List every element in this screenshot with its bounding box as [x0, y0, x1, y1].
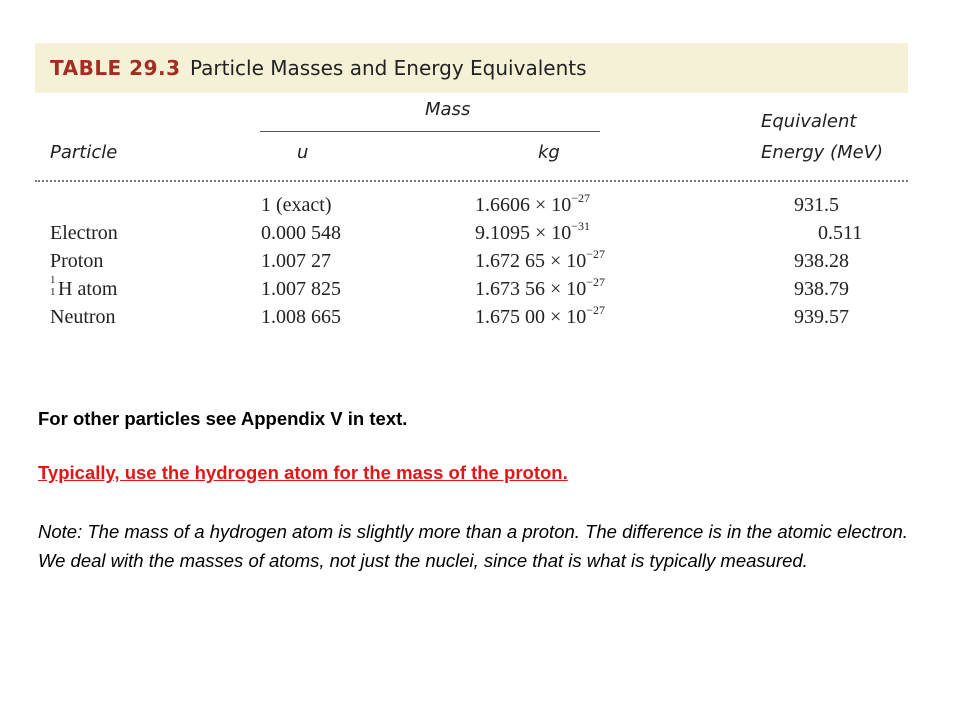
- row-neutron-particle: Neutron: [50, 306, 116, 328]
- particle-header: Particle: [50, 142, 118, 163]
- appendix-note: For other particles see Appendix V in text.: [38, 408, 408, 429]
- energy-header: Energy (MeV): [761, 142, 884, 163]
- row-hydrogen-energy: 938.79: [794, 278, 849, 300]
- row-unit-energy: 931.5: [794, 194, 839, 216]
- equivalent-header: Equivalent: [761, 111, 857, 132]
- row-hydrogen-particle: 1 1 H atom: [50, 274, 118, 300]
- row-neutron-energy: 939.57: [794, 306, 849, 328]
- row-unit-u: 1 (exact): [261, 194, 332, 216]
- mass-explanation: Note: The mass of a hydrogen atom is slightly more than a proton. The difference is in the atomic electron. We deal with the masses of atoms, not just the nuclei, since that is what is typically measured.: [38, 521, 908, 571]
- table-title: Particle Masses and Energy Equivalents: [190, 56, 587, 80]
- isotope-notation: 1 1: [50, 274, 56, 298]
- particle-table-image: [35, 43, 908, 338]
- row-hydrogen-u: 1.007 825: [261, 278, 341, 300]
- row-electron-kg: $9.1095 \times 10^{-31}$: [475, 219, 591, 244]
- row-hydrogen-kg: 1.673 $56 \times 10^{-27}$: [475, 275, 606, 300]
- row-neutron-u: 1.008 665: [261, 306, 341, 328]
- table-label: TABLE 29.3: [50, 56, 181, 80]
- u-header: u: [297, 142, 309, 163]
- header-divider: [35, 180, 908, 182]
- row-proton-particle: Proton: [50, 250, 104, 272]
- hydrogen-tip: Typically, use the hydrogen atom for the mass of the proton.: [38, 462, 568, 483]
- kg-header: kg: [538, 142, 560, 163]
- row-electron-u: 0.000 548: [261, 222, 341, 244]
- row-proton-u: 1.007 27: [261, 250, 331, 272]
- row-electron-energy: 0.511: [818, 222, 863, 244]
- row-electron-particle: Electron: [50, 222, 118, 244]
- row-proton-energy: 938.28: [794, 250, 849, 272]
- mass-header: Mass: [425, 99, 471, 120]
- row-unit-kg: $1.6606 \times 10^{-27}$: [475, 191, 591, 216]
- table-title-band: [35, 43, 908, 93]
- mass-header-rule: [260, 131, 600, 132]
- row-proton-kg: 1.672 $65 \times 10^{-27}$: [475, 247, 606, 272]
- row-neutron-kg: 1.675 $00 \times 10^{-27}$: [475, 303, 606, 328]
